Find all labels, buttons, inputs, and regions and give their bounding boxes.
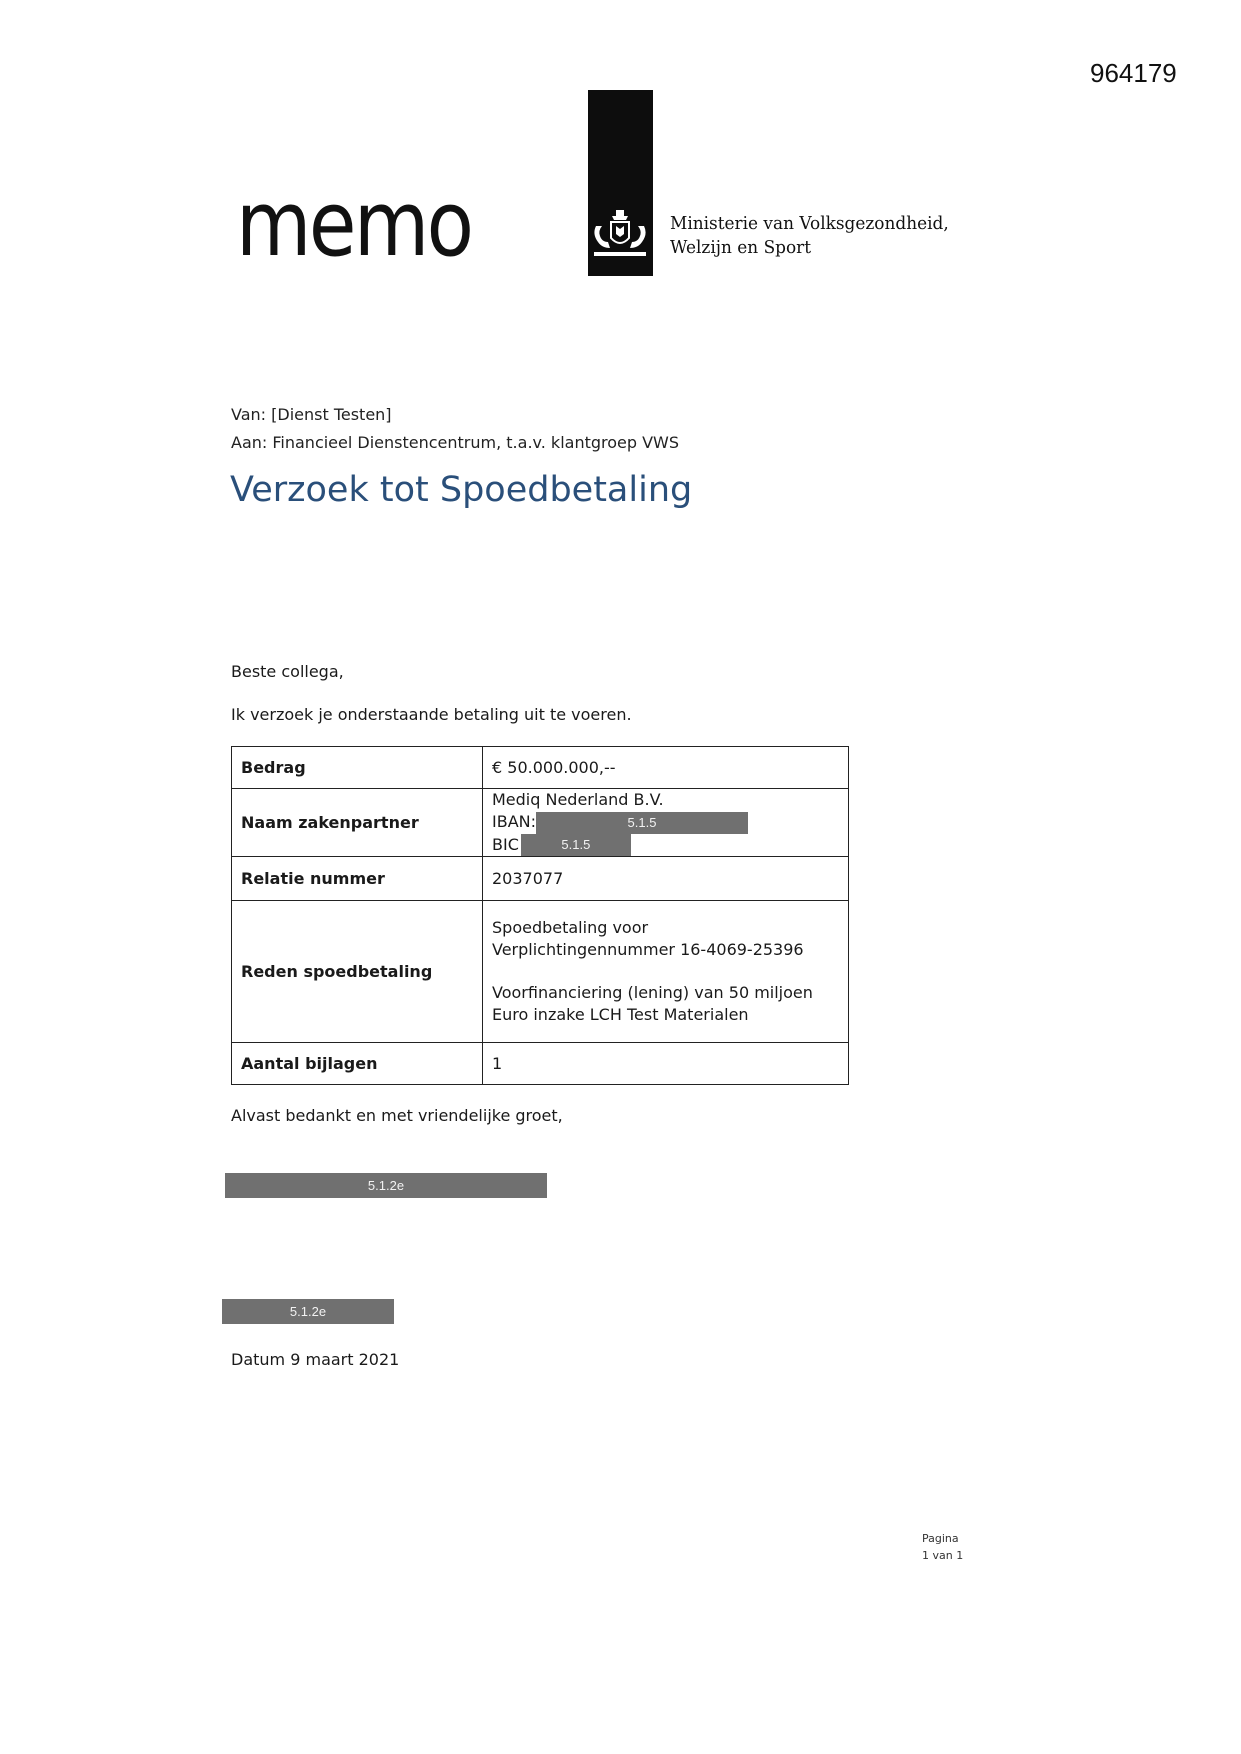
table-row: [232, 1043, 849, 1085]
amount-value: € 50.000.000,--: [483, 747, 849, 789]
reason-line: Spoedbetaling voor: [492, 918, 649, 937]
ministry-name: [670, 212, 949, 260]
bic-label: BIC: [492, 834, 519, 854]
intro-text: Ik verzoek je onderstaande betaling uit te voeren.: [231, 705, 632, 724]
iban-label: IBAN:: [492, 812, 536, 831]
page-label: Pagina: [922, 1532, 959, 1545]
ministry-name-line2: Welzijn en Sport: [670, 237, 812, 258]
partner-name: Mediq Nederland B.V.: [492, 790, 664, 809]
bic-redaction: 5.1.5: [521, 834, 631, 856]
title-redaction: 5.1.2e: [222, 1299, 394, 1324]
relation-value: 2037077: [483, 857, 849, 901]
table-row: [232, 789, 849, 857]
ministry-name-line1: Ministerie van Volksgezondheid,: [670, 213, 949, 234]
reason-cell: [483, 901, 849, 1043]
greeting: Beste collega,: [231, 662, 344, 681]
attachments-label: Aantal bijlagen: [232, 1043, 483, 1085]
signature-redaction: 5.1.2e: [225, 1173, 547, 1198]
iban-redaction: 5.1.5: [536, 812, 748, 834]
date-line: Datum 9 maart 2021: [231, 1350, 400, 1369]
from-line: Van: [Dienst Testen]: [231, 405, 392, 424]
payment-table: [231, 746, 849, 1085]
reason-label: Reden spoedbetaling: [232, 901, 483, 1043]
table-row: [232, 747, 849, 789]
page-footer: [922, 1530, 963, 1564]
reason-line: Euro inzake LCH Test Materialen: [492, 1005, 749, 1024]
attachments-value: 1: [483, 1043, 849, 1085]
bic-line: [492, 834, 839, 857]
relation-label: Relatie nummer: [232, 857, 483, 901]
royal-coat-of-arms-icon: [590, 208, 650, 262]
amount-label: Bedrag: [232, 747, 483, 789]
iban-line: [492, 811, 839, 834]
to-line: Aan: Financieel Dienstencentrum, t.a.v. klantgroep VWS: [231, 433, 680, 452]
partner-cell: [483, 789, 849, 857]
table-row: [232, 857, 849, 901]
partner-label: Naam zakenpartner: [232, 789, 483, 857]
reason-line: Verplichtingennummer 16-4069-25396: [492, 940, 804, 959]
page-count: 1 van 1: [922, 1549, 964, 1562]
closing-text: Alvast bedankt en met vriendelijke groet,: [231, 1106, 563, 1125]
memo-title: Verzoek tot Spoedbetaling: [230, 470, 693, 510]
document-number: 964179: [1090, 58, 1177, 88]
table-row: [232, 901, 849, 1043]
reason-line: Voorfinanciering (lening) van 50 miljoen: [492, 983, 813, 1002]
memo-wordmark: memo: [236, 172, 472, 277]
